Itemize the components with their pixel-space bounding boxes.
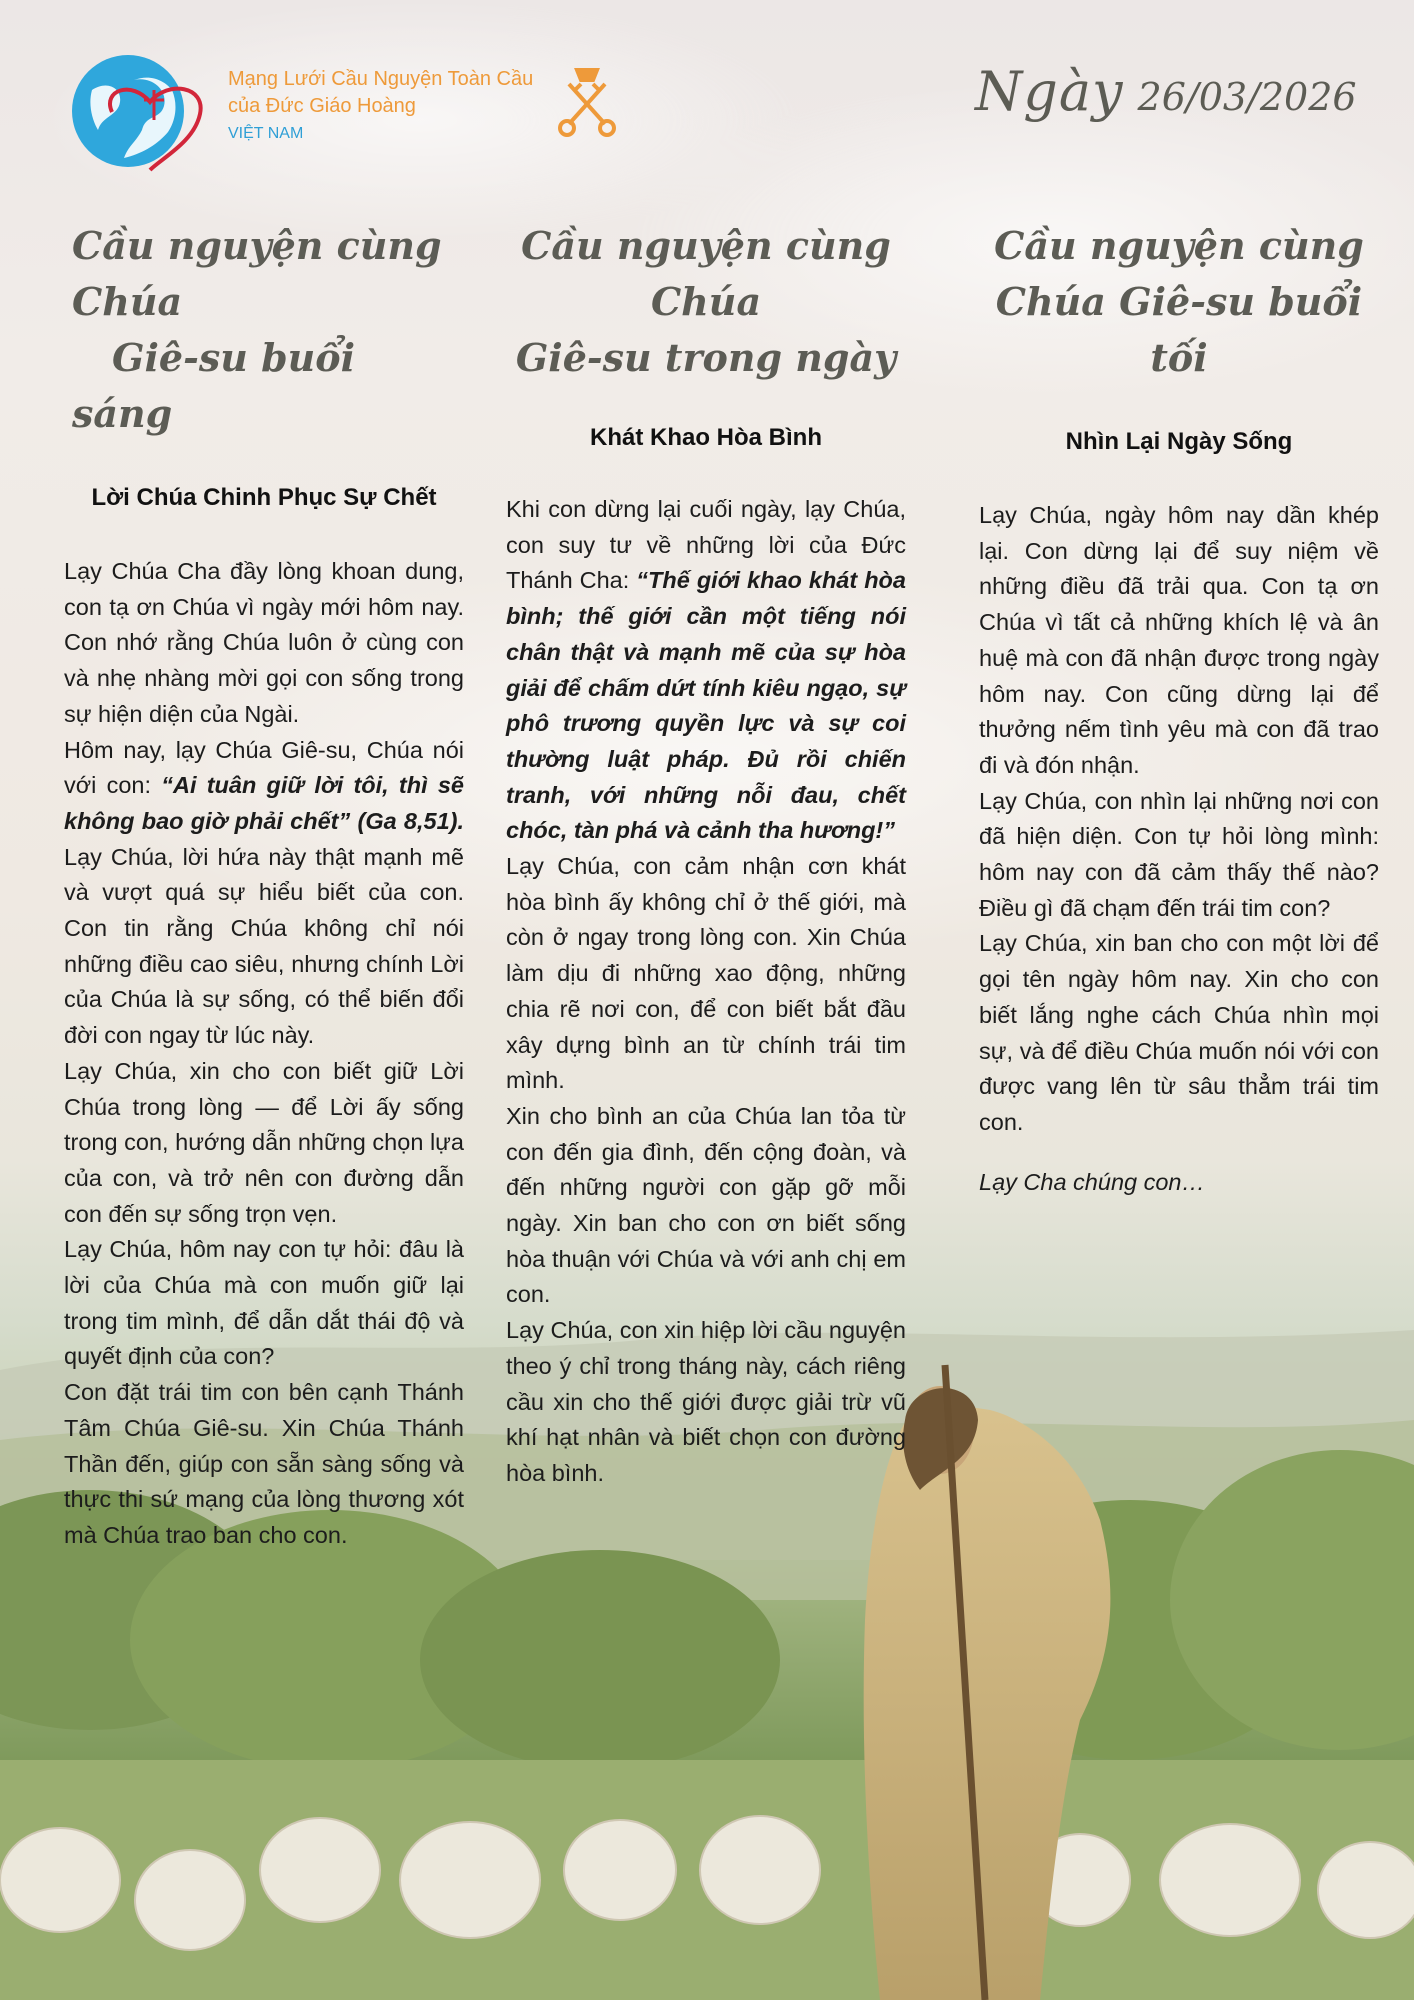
date-value: 26/03/2026 (1137, 75, 1357, 119)
morning-body (64, 554, 464, 1554)
evening-title-line2: Chúa Giê-su buổi tối (995, 279, 1363, 380)
closing-prayer: Lạy Cha chúng con… (979, 1168, 1206, 1195)
day-title-line2: Giê-su trong ngày (515, 335, 897, 380)
day-prayer-column (506, 218, 906, 1492)
evening-paragraph-3: Lạy Chúa, xin ban cho con một lời để gọi tên ngày hôm nay. Xin cho con biết lắng nghe cách Chúa nhìn mọi sự, và để điều Chúa muốn nói với con được vang lên từ sâu thẳm trái tim con. (979, 930, 1379, 1135)
date-label: Ngày (975, 60, 1124, 123)
scripture-quote: “Ai tuân giữ lời tôi, thì sẽ không bao giờ phải chết” (Ga 8,51). (64, 772, 464, 834)
morning-paragraph-3: Lạy Chúa, xin cho con biết giữ Lời Chúa trong lòng — để Lời ấy sống trong con, hướng dẫn những chọn lựa của con, và trở nên con đường dẫn con đến sự sống trọn vẹn. (64, 1057, 464, 1227)
evening-prayer-column (979, 218, 1379, 1200)
globe-heart-logo-icon (72, 50, 222, 172)
org-name-line2: của Đức Giáo Hoàng (228, 95, 416, 117)
day-paragraph-3: Xin cho bình an của Chúa lan tỏa từ con đến gia đình, đến cộng đoàn, và đến những người con gặp gỡ mỗi ngày. Xin ban cho con ơn biết sống hòa thuận với Chúa và với anh chị em con. (506, 1102, 906, 1308)
papal-keys-icon (555, 66, 619, 138)
morning-title-line2: Giê-su buổi sáng (72, 335, 356, 436)
day-body (506, 492, 906, 1492)
morning-paragraph-5: Con đặt trái tim con bên cạnh Thánh Tâm Chúa Giê-su. Xin Chúa Thánh Thần đến, giúp con sẵn sàng sống và thực thi sứ mạng của lòng thương xót mà Chúa trao ban cho con. (64, 1379, 464, 1548)
morning-subtitle: Lời Chúa Chinh Phục Sự Chết (91, 484, 437, 511)
organization-name (228, 66, 533, 146)
day-title-line1: Cầu nguyện cùng Chúa (521, 223, 891, 324)
day-paragraph-2: Lạy Chúa, con cảm nhận cơn khát hòa bình ấy không chỉ ở thế giới, mà còn ở ngay trong lòng con. Xin Chúa làm dịu đi những xao động, những chia rẽ nơi con, để con biết bắt đầu xây dựng bình an từ chính trái tim mình. (506, 853, 906, 1094)
morning-title-line1: Cầu nguyện cùng Chúa (72, 223, 442, 324)
day-paragraph-4: Lạy Chúa, con xin hiệp lời cầu nguyện theo ý chỉ trong tháng này, cách riêng cầu xin cho thế giới được giải trừ vũ khí hạt nhân và biết chọn con đường hòa bình. (506, 1317, 906, 1486)
day-subtitle: Khát Khao Hòa Bình (590, 424, 822, 451)
day-title (506, 218, 906, 386)
pope-quote: “Thế giới khao khát hòa bình; thế giới cần một tiếng nói chân thật và mạnh mẽ của sự hòa giải để chấm dứt tính kiêu ngạo, sự phô trương quyền lực và sự coi thường luật pháp. Đủ rồi chiến tranh, với những nỗi đau, chết chóc, tàn phá và cảnh tha hương!” (506, 567, 906, 844)
org-country: VIỆT NAM (228, 125, 304, 142)
morning-prayer-column (64, 218, 464, 1554)
date-heading (975, 60, 1357, 123)
evening-body (979, 498, 1379, 1200)
morning-title (64, 218, 464, 442)
evening-title (979, 218, 1379, 386)
evening-subtitle: Nhìn Lại Ngày Sống (1065, 428, 1293, 455)
day-paragraph-1: Khi con dừng lại cuối ngày, lạy Chúa, con suy tư về những lời của Đức Thánh Cha: “Thế giới khao khát hòa bình; thế giới cần một tiếng nói chân thật và mạnh mẽ của sự hòa giải để chấm dứt tính kiêu ngạo, sự phô trương quyền lực và sự coi thường luật pháp. Đủ rồi chiến tranh, với những nỗi đau, chết chóc, tàn phá và cảnh tha hương!” (506, 496, 906, 844)
evening-paragraph-1: Lạy Chúa, ngày hôm nay dần khép lại. Con dừng lại để suy niệm về những điều đã trải qua. Con tạ ơn Chúa vì tất cả những khích lệ và ân huệ mà con đã nhận được trong ngày hôm nay. Con cũng dừng lại để thưởng nếm tình yêu mà con đã trao đi và đón nhận. (979, 502, 1379, 778)
evening-title-line1: Cầu nguyện cùng (994, 223, 1364, 268)
morning-paragraph-4: Lạy Chúa, hôm nay con tự hỏi: đâu là lời của Chúa mà con muốn giữ lại trong tim mình, để dẫn dắt thái độ và quyết định của con? (64, 1236, 464, 1370)
morning-paragraph-1: Lạy Chúa Cha đầy lòng khoan dung, con tạ ơn Chúa vì ngày mới hôm nay. Con nhớ rằng Chúa luôn ở cùng con và nhẹ nhàng mời gọi con sống trong sự hiện diện của Ngài. (64, 558, 464, 727)
evening-paragraph-2: Lạy Chúa, con nhìn lại những nơi con đã hiện diện. Con tự hỏi lòng mình: hôm nay con đã cảm thấy thế nào? Điều gì đã chạm đến trái tim con? (979, 787, 1379, 921)
morning-paragraph-2: Hôm nay, lạy Chúa Giê-su, Chúa nói với con: “Ai tuân giữ lời tôi, thì sẽ không bao giờ phải chết” (Ga 8,51). Lạy Chúa, lời hứa này thật mạnh mẽ và vượt quá sự hiểu biết của con. Con tin rằng Chúa không chỉ nói những điều cao siêu, nhưng chính Lời của Chúa là sự sống, có thể biến đổi đời con ngay từ lúc này. (64, 736, 464, 1049)
org-name-line1: Mạng Lưới Cầu Nguyện Toàn Cầu (228, 68, 534, 90)
